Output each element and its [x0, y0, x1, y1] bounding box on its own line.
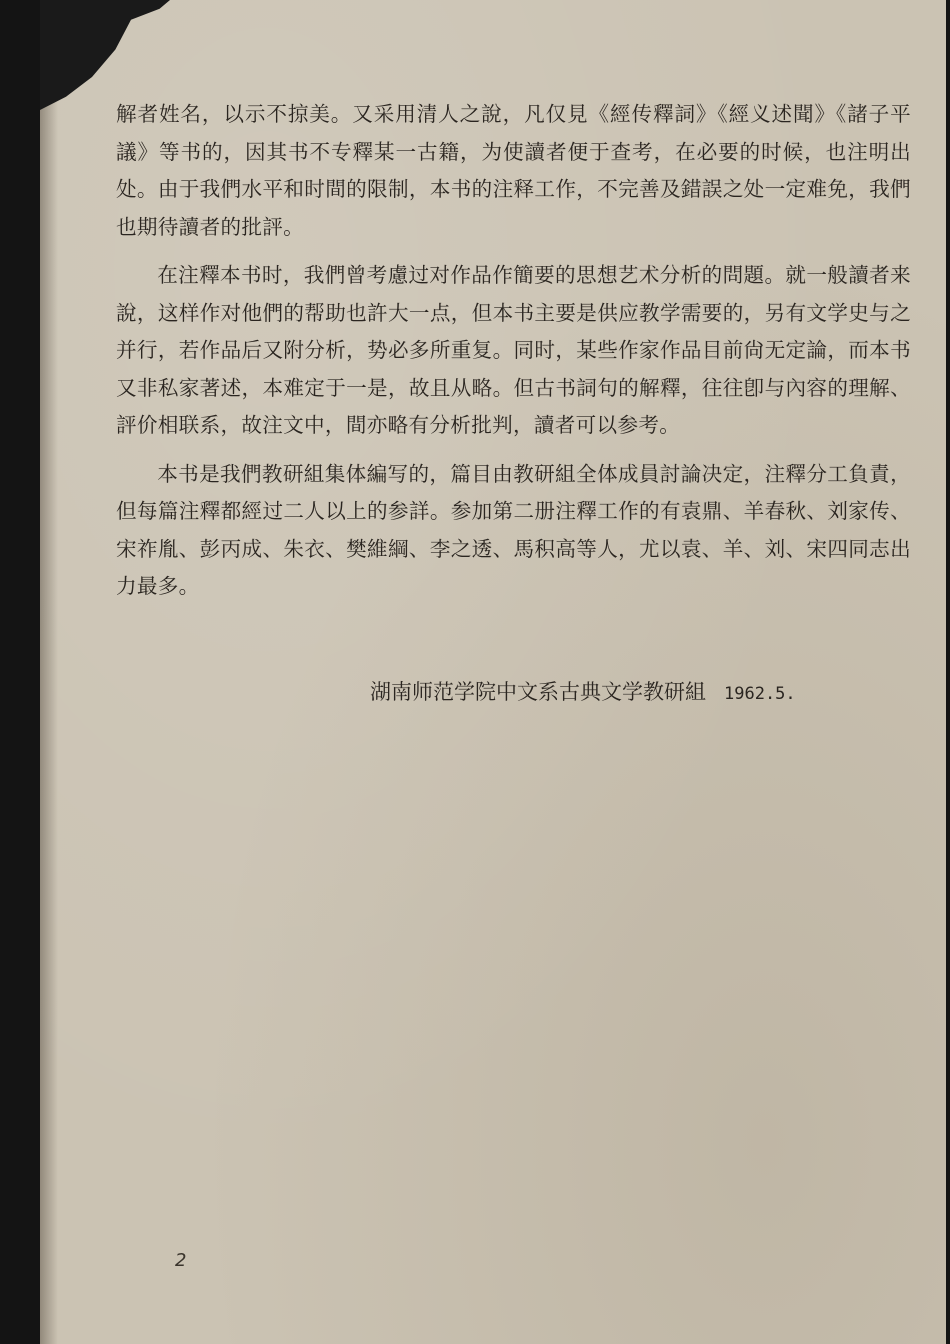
signature-line — [370, 676, 796, 706]
page-edge-shadow — [40, 0, 58, 1344]
body-text — [116, 96, 911, 617]
paragraph-2: 在注釋本书时，我們曾考慮过对作品作簡要的思想艺术分析的問題。就一般讀者来說，这样作对他們的帮助也許大一点，但本书主要是供应教学需要的，另有文学史与之并行，若作品后又附分析，势必多所重复。同时，某些作家作品目前尙无定論，而本书又非私家著述，本难定于一是，故且从略。但古书詞句的解釋，往往卽与內容的理解、評价相联系，故注文中，間亦略有分析批判，讀者可以参考。 — [116, 263, 911, 437]
scanned-page — [40, 0, 946, 1344]
torn-corner — [40, 0, 170, 110]
signature-date: 1962.5. — [724, 684, 796, 704]
paragraph-1: 解者姓名，以示不掠美。又采用清人之說，凡仅見《經传釋詞》《經义述聞》《諸子平議》等书的，因其书不专釋某一古籍，为使讀者便于查考，在必要的时候，也注明出处。由于我們水平和时間的限制，本书的注释工作，不完善及錯誤之处一定难免，我們也期待讀者的批評。 — [116, 102, 911, 239]
signature-org: 湖南师范学院中文系古典文学教研組 — [370, 680, 706, 704]
paragraph-3: 本书是我們教研組集体編写的，篇目由教研組全体成員討論决定，注釋分工負責，但每篇注釋都經过二人以上的参詳。参加第二册注釋工作的有袁鼎、羊春秋、刘家传、宋祚胤、彭丙成、朱衣、樊維綱、李之透、馬积高等人，尤以袁、羊、刘、宋四同志出力最多。 — [116, 461, 911, 598]
page-number: 2 — [175, 1250, 187, 1271]
